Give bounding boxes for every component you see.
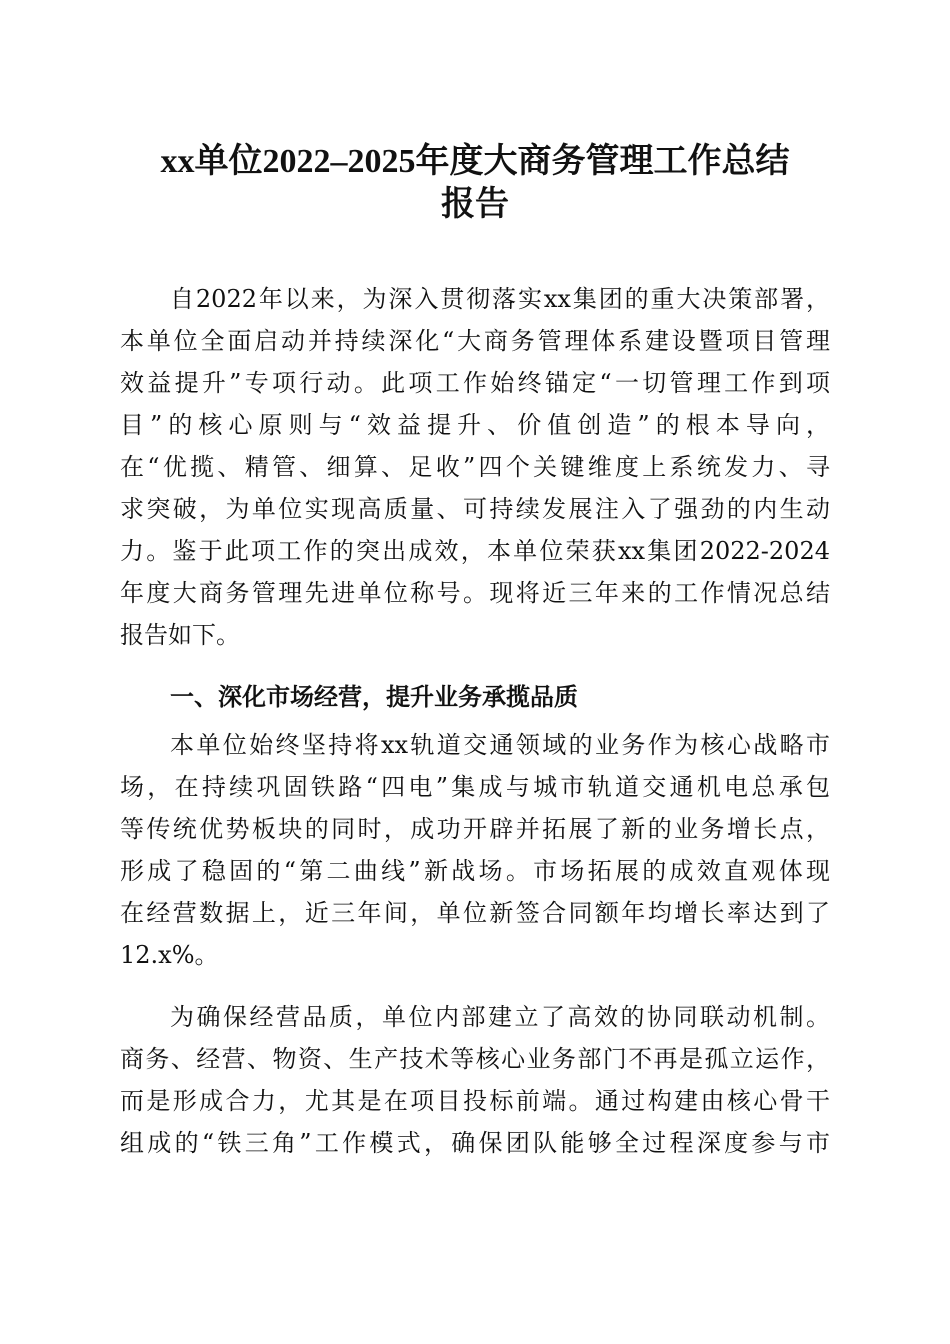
document-title xyxy=(0,140,950,226)
paragraph-line: 为确保经营品质，单位内部建立了高效的协同联动机制。 xyxy=(170,1003,830,1031)
paragraph-line: 12.x%。 xyxy=(120,941,219,969)
paragraph-line: 在经营数据上，近三年间，单位新签合同额年均增长率达到了 xyxy=(120,899,830,927)
paragraph-line: 本单位全面启动并持续深化“大商务管理体系建设暨项目管理 xyxy=(120,327,830,355)
paragraph xyxy=(120,724,830,976)
paragraph xyxy=(120,996,830,1164)
paragraph-line: 场，在持续巩固铁路“四电”集成与城市轨道交通机电总承包 xyxy=(120,773,830,801)
paragraph-line: 效益提升”专项行动。此项工作始终锚定“一切管理工作到项 xyxy=(120,369,830,397)
paragraph-line: 报告如下。 xyxy=(120,621,240,649)
paragraph-line: 形成了稳固的“第二曲线”新战场。市场拓展的成效直观体现 xyxy=(120,857,830,885)
document-body xyxy=(120,278,830,1184)
paragraph-line: 在“优揽、精管、细算、足收”四个关键维度上系统发力、寻 xyxy=(120,453,830,481)
paragraph-line: 商务、经营、物资、生产技术等核心业务部门不再是孤立运作， xyxy=(120,1045,830,1073)
paragraph-line: 目”的核心原则与“效益提升、价值创造”的根本导向， xyxy=(120,411,830,439)
paragraph-line: 等传统优势板块的同时，成功开辟并拓展了新的业务增长点， xyxy=(120,815,830,843)
paragraph-line: 而是形成合力，尤其是在项目投标前端。通过构建由核心骨干 xyxy=(120,1087,830,1115)
paragraph-line: 年度大商务管理先进单位称号。现将近三年来的工作情况总结 xyxy=(120,579,830,607)
paragraph-line: 组成的“铁三角”工作模式，确保团队能够全过程深度参与市 xyxy=(120,1129,830,1157)
title-line-2: 报告 xyxy=(441,186,509,223)
title-line-1: xx单位2022–2025年度大商务管理工作总结 xyxy=(160,143,790,180)
paragraph-line: 力。鉴于此项工作的突出成效，本单位荣获xx集团2022-2024 xyxy=(120,537,830,565)
paragraph-line: 求突破，为单位实现高质量、可持续发展注入了强劲的内生动 xyxy=(120,495,830,523)
paragraph-line: 自2022年以来，为深入贯彻落实xx集团的重大决策部署， xyxy=(170,285,830,313)
paragraph-line: 本单位始终坚持将xx轨道交通领域的业务作为核心战略市 xyxy=(170,731,830,759)
section-heading: 一、深化市场经营，提升业务承揽品质 xyxy=(170,683,578,711)
paragraph xyxy=(120,278,830,656)
